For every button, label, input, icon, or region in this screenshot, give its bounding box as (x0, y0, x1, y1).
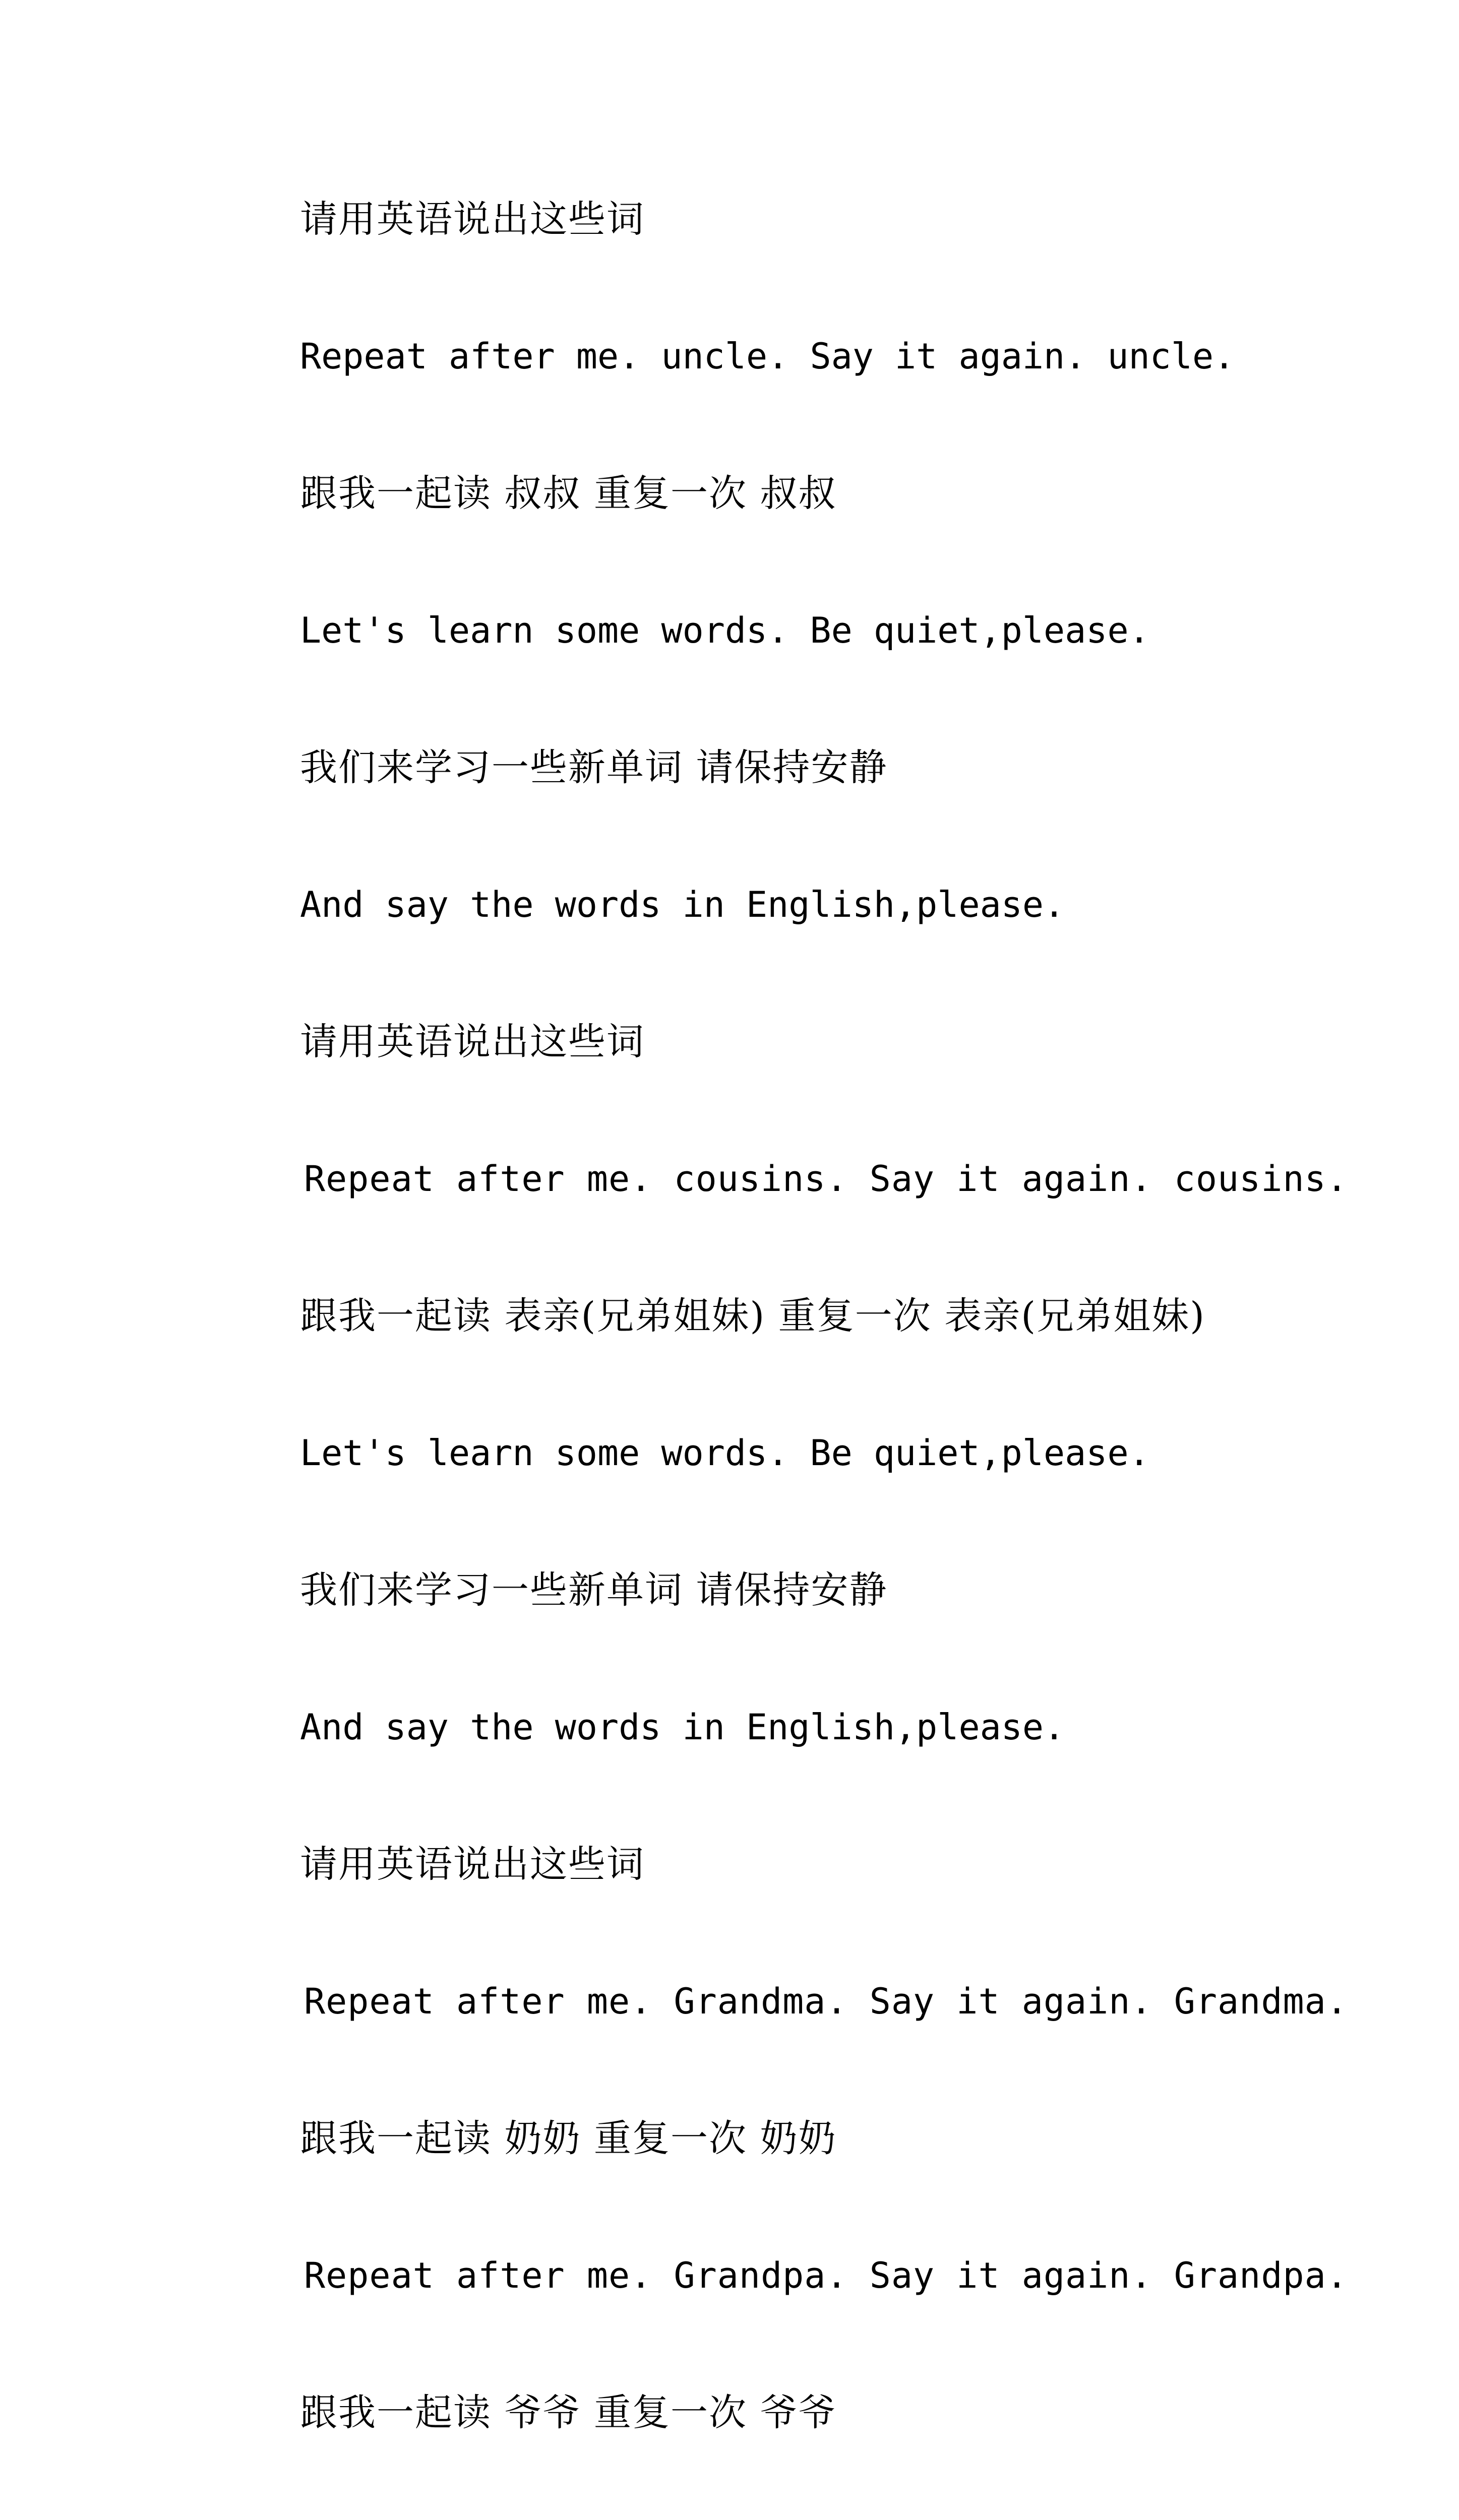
text-line: Let's learn some words. Be quiet,please. (300, 610, 1150, 651)
document-body (300, 189, 1348, 2520)
text-line: Let's learn some words. Be quiet,please. (300, 1432, 1150, 1474)
text-line: 请用英语说出这些词 (300, 1843, 645, 1886)
text-line: 我们来学习一些新单词 请保持安静 (300, 746, 888, 789)
text-line (300, 2519, 1308, 2520)
text-line: 跟我一起读 叔叔 重复一次 叔叔 (300, 472, 837, 515)
text-line: Repeat after me. cousins. Say it again. cousins. (304, 1158, 1348, 1200)
text-line: 跟我一起读 奶奶 重复一次 奶奶 (300, 2117, 837, 2160)
text-line: 请用英语说出这些词 (300, 1020, 645, 1063)
text-line: Repeat after me. Grandpa. Say it again. Grandpa. (304, 2255, 1348, 2296)
text-line: 跟我一起读 爷爷 重复一次 爷爷 (300, 2391, 837, 2434)
text-line: And say the words in English,please. (300, 1707, 1065, 1748)
text-line: 请用英语说出这些词 (300, 198, 645, 241)
text-line: Repeat after me. uncle. Say it again. uncle. (300, 336, 1235, 377)
text-line: 我们来学习一些新单词 请保持安静 (300, 1568, 888, 1612)
text-line: Repeat after me. Grandma. Say it again. Grandma. (304, 1981, 1348, 2022)
text-line: And say the words in English,please. (300, 884, 1065, 925)
text-line: 跟我一起读 表亲(兄弟姐妹) 重复一次 表亲(兄弟姐妹) (300, 1294, 1206, 1338)
